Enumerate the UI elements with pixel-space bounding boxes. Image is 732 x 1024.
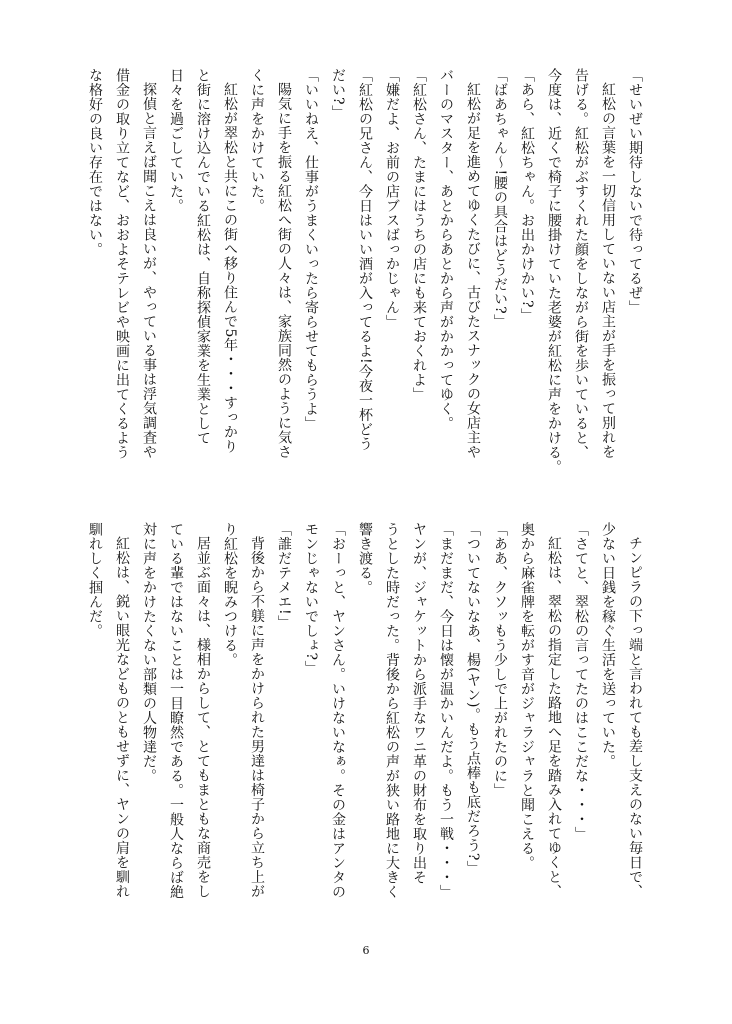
text-line: 「紅松の兄さん、今日はいい酒が入ってるよ!今夜一杯どう [357,68,373,452]
text-line: 「嫌だよ、お前の店ブスばっかじゃん」 [384,68,400,329]
text-line: 「さてと、翠松の言ってたのはここだな・・・」 [573,522,589,841]
text-line: と街に溶け込んでいる紅松は、自称探偵家業を生業として [195,68,211,445]
text-line: 対に声をかけたくない部類の人物達だ。 [141,522,157,783]
text-line: だい?」 [330,68,346,120]
text-line: 紅松は、鋭い眼光などものともせずに、ヤンの肩を馴れ [114,536,130,899]
text-line: 居並ぶ面々は、様相からして、とてもまともな商売をし [195,536,211,899]
page-number: 6 [362,944,370,957]
text-line: 「誰だテメエ!」 [276,522,292,630]
text-line: り紅松を睨みつける。 [222,522,238,667]
text-line: 告げる。紅松がぶすくれた顔をしながら街を歩いていると、 [573,68,589,460]
text-line: 探偵と言えば聞こえは良いが、やっている事は浮気調査や [141,82,157,459]
text-line: 響き渡る。 [357,522,373,595]
text-line: 借金の取り立てなど、おおよそテレビや映画に出てくるよう [114,68,130,460]
text-line: 奥から麻雀牌を転がす音がジャラジャラと聞こえる。 [519,522,535,870]
text-line: 紅松が足を進めてゆくたびに、古びたスナックの女店主や [465,82,481,459]
text-line: 紅松が翠松と共にこの街へ移り住んで5年・・・すっかり [222,82,238,454]
text-line: 少ない日銭を稼ぐ生活を送っていた。 [600,522,616,769]
text-line: な格好の良い存在ではない。 [87,68,103,257]
text-line: 背後から不躾に声をかけられた男達は椅子から立ち上が [249,536,265,899]
text-line: 紅松は、翠松の指定した路地へ足を踏み入れてゆくと、 [546,536,562,899]
text-line: バーのマスター、あとからあとから声がかかってゆく。 [438,68,454,431]
text-line: 馴れしく掴んだ。 [87,522,103,638]
lower-text-block [82,522,648,942]
text-line: ている輩ではないことは一目瞭然である。一般人ならば絶 [168,522,184,899]
text-line: 陽気に手を振る紅松へ街の人々は、家族同然のように気さ [276,82,292,459]
text-line: くに声をかけていた。 [249,68,265,213]
upper-text-block [82,68,648,488]
text-line: 「ついてないなあ、楊(ヤン)。もう点棒も底だろう?」 [465,522,481,876]
text-line: 今度は、近くで椅子に腰掛けていた老婆が紅松に声をかける。 [546,68,562,474]
text-line: モンじゃないでしょ?」 [303,522,319,676]
text-line: 日々を過ごしていた。 [168,68,184,213]
text-line: 紅松の言葉を一切信用していない店主が手を振って別れを [600,82,616,459]
text-line: 「まだまだ、今日は懐が温かいんだよ。もう一戦・・・」 [438,522,454,899]
text-line: 「せいぜい期待しないで待ってるぜ」 [627,68,643,315]
text-line: 「ああ、クソッもう少しで上がれたのに」 [492,522,508,798]
text-line: 「紅松さん、たまにはうちの店にも来ておくれよ」 [411,68,427,402]
text-line: チンピラの下っ端と言われても差し支えのない毎日で、 [627,536,643,899]
text-line: うとした時だった。背後から紅松の声が狭い路地に大きく [384,522,400,899]
text-line: 「あら、紅松ちゃん。お出かけかい?」 [519,68,535,323]
text-line: ヤンが、ジャケットから派手なワニ革の財布を取り出そ [411,522,427,885]
text-line: 「おーっと、ヤンさん。いけないなぁ。その金はアンタの [330,522,346,899]
text-line: 「いいねえ、仕事がうまくいったら寄らせてもらうよ」 [303,68,319,431]
text-line: 「ばあちゃん～!腰の具合はどうだい?」 [492,68,508,329]
